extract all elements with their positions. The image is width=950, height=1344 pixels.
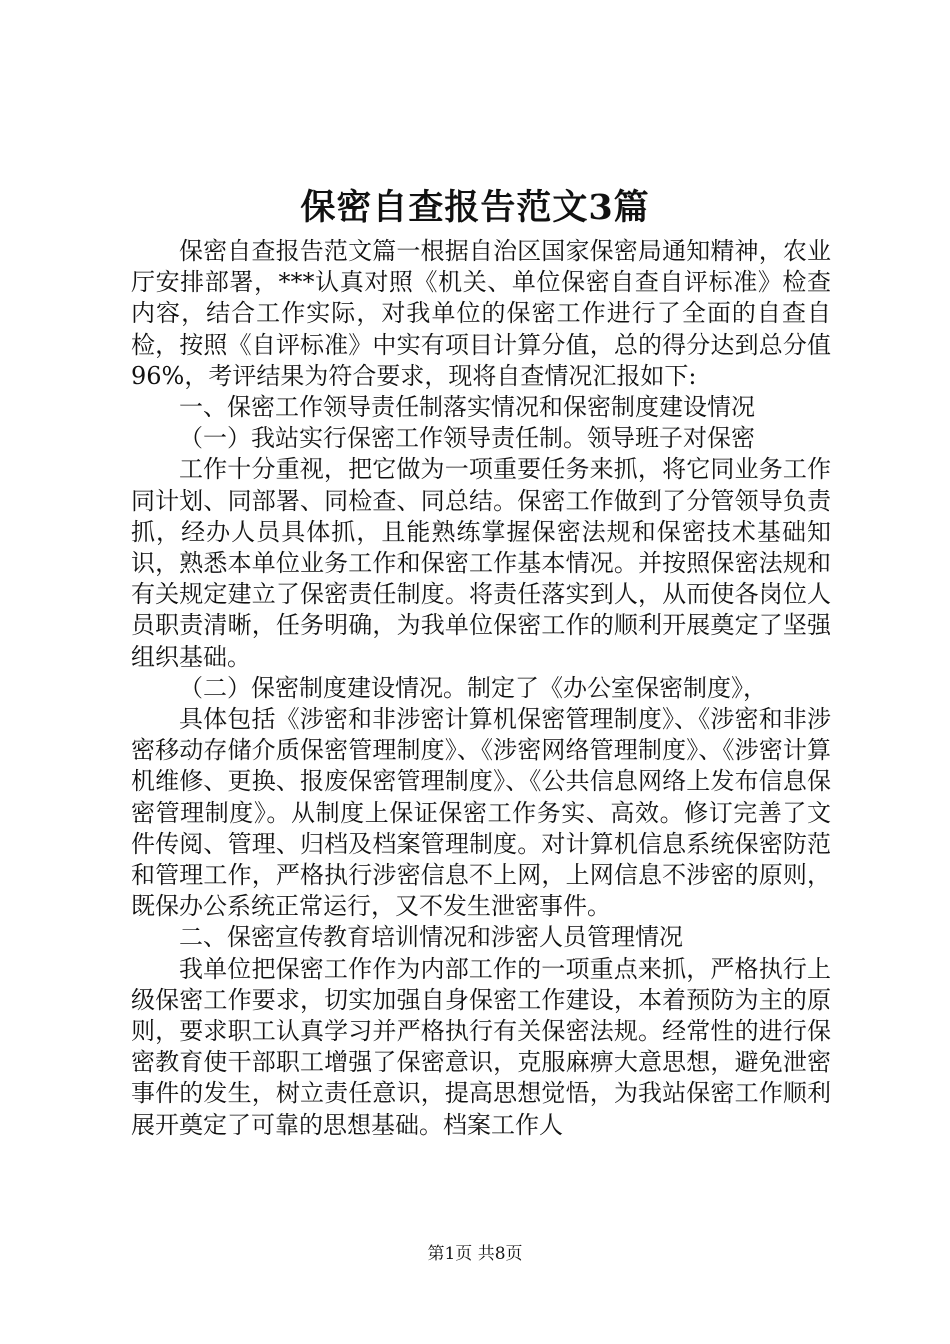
paragraph-education: 我单位把保密工作作为内部工作的一项重点来抓，严格执行上级保密工作要求，切实加强自身保密工作建设，本着预防为主的原则，要求职工认真学习并严格执行有关保密法规。经常性的进行保密教育使干部职工增强了保密意识，克服麻痹大意思想，避免泄密事件的发生，树立责任意识，提高思想觉悟，为我站保密工作顺利展开奠定了可靠的思想基础。档案工作人: [131, 954, 831, 1139]
section-heading-1: 一、保密工作领导责任制落实情况和保密制度建设情况: [179, 393, 755, 422]
section-heading-2: 二、保密宣传教育培训情况和涉密人员管理情况: [179, 923, 683, 952]
paragraph-regulations: 具体包括《涉密和非涉密计算机保密管理制度》、《涉密和非涉密移动存储介质保密管理制度》、《涉密网络管理制度》、《涉密计算机维修、更换、报废保密管理制度》、《公共信息网络上发布信息保密管理制度》。从制度上保证保密工作务实、高效。修订完善了文件传阅、管理、归档及档案管理制度。对计算机信息系统保密防范和管理工作，严格执行涉密信息不上网，上网信息不涉密的原则，既保办公系统正常运行，又不发生泄密事件。: [131, 705, 831, 921]
document-body: [131, 236, 831, 1141]
document-title: 保密自查报告范文3篇: [300, 187, 650, 228]
subsection-heading-2: （二）保密制度建设情况。制定了《办公室保密制度》，: [179, 673, 767, 702]
paragraph-responsibility: 工作十分重视，把它做为一项重要任务来抓，将它同业务工作同计划、同部署、同检查、同总结。保密工作做到了分管领导负责抓，经办人员具体抓，且能熟练掌握保密法规和保密技术基础知识，熟悉本单位业务工作和保密工作基本情况。并按照保密法规和有关规定建立了保密责任制度。将责任落实到人，从而使各岗位人员职责清晰，任务明确，为我单位保密工作的顺利开展奠定了坚强组织基础。: [131, 455, 831, 671]
page-footer: 第1页 共8页: [427, 1244, 523, 1264]
paragraph-intro: 保密自查报告范文篇一根据自治区国家保密局通知精神，农业厅安排部署，***认真对照《机关、单位保密自查自评标准》检查内容，结合工作实际，对我单位的保密工作进行了全面的自查自检，按照《自评标准》中实有项目计算分值，总的得分达到总分值96%，考评结果为符合要求，现将自查情况汇报如下:: [131, 237, 831, 390]
subsection-heading-1: （一）我站实行保密工作领导责任制。领导班子对保密: [179, 424, 755, 453]
